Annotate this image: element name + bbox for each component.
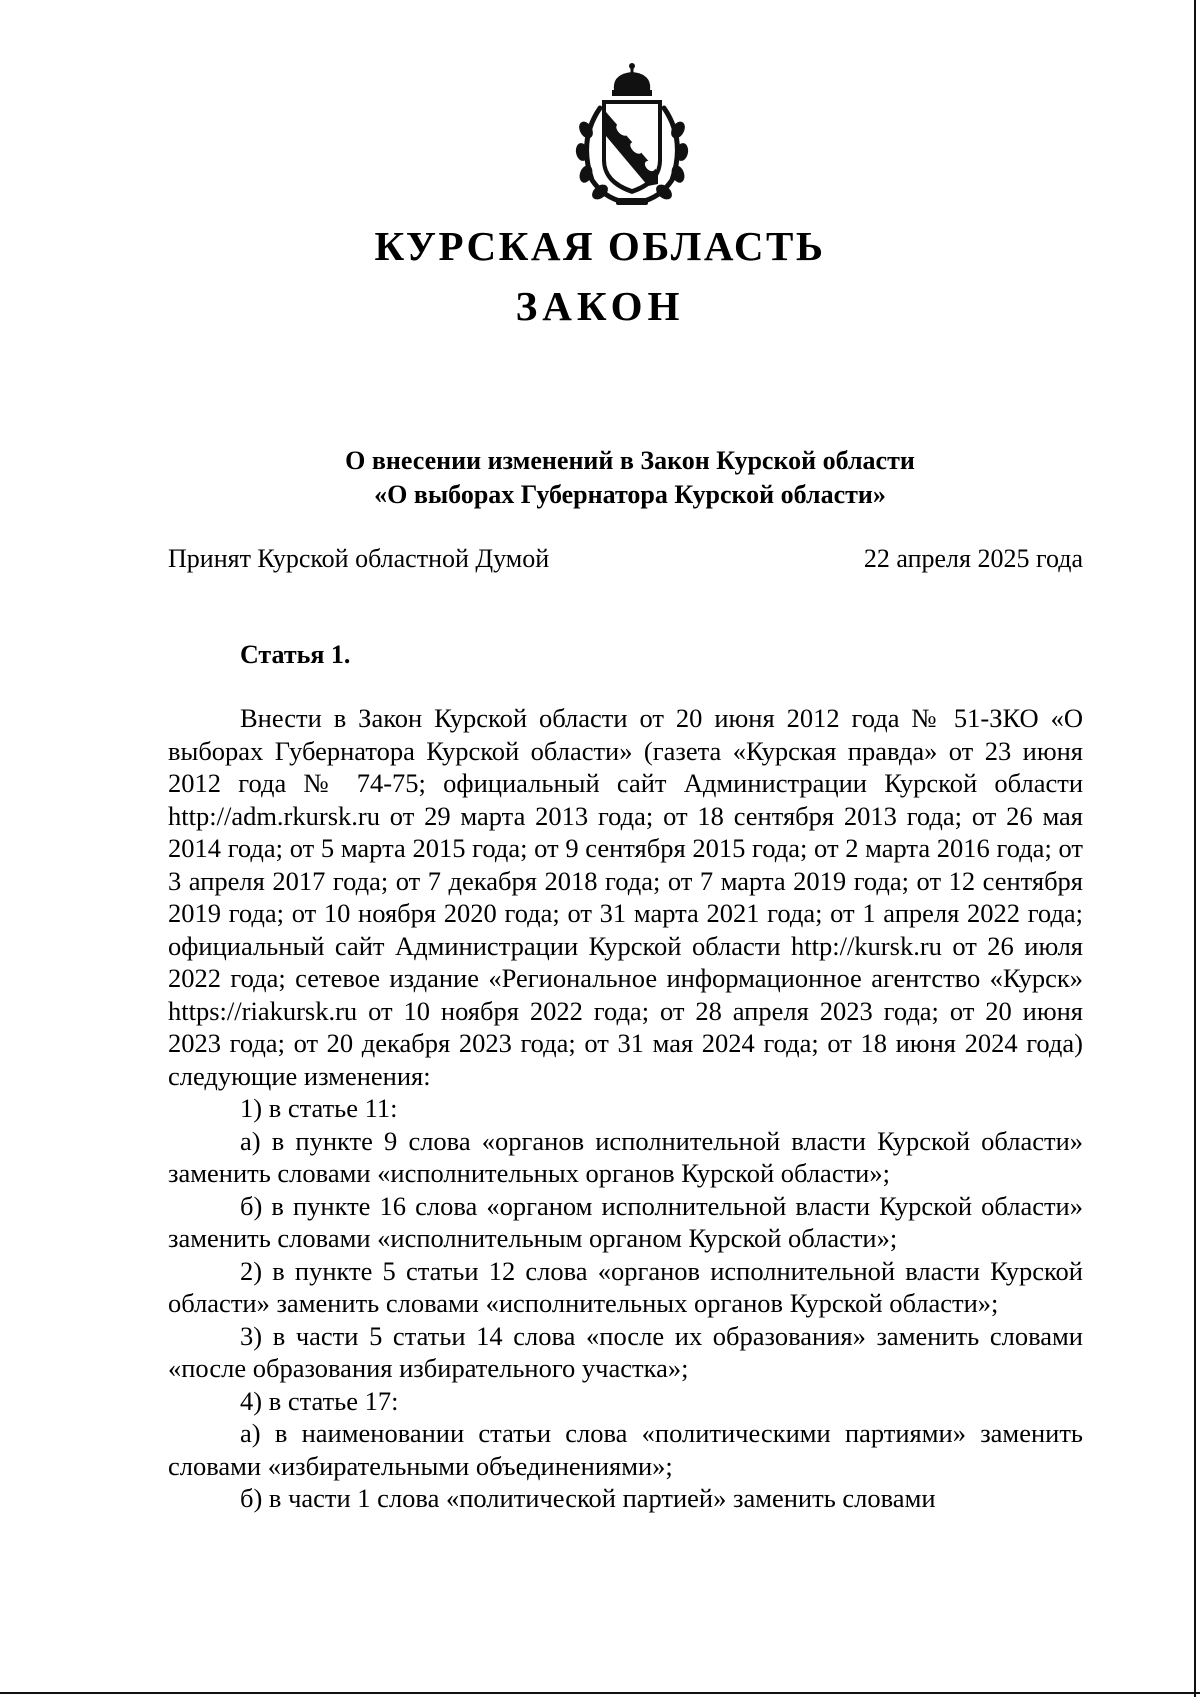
list-item: 3) в части 5 статьи 14 слова «после их образования» заменить словами «после образования избирательного участка»;: [168, 1320, 1083, 1383]
article-body: [168, 702, 1083, 1515]
coat-of-arms-icon: [562, 60, 702, 210]
list-item: 2) в пункте 5 статьи 12 слова «органов исполнительной власти Курской области» заменить словами «исполнительных органов Курской области»;: [168, 1255, 1083, 1318]
list-item: 4) в статье 17:: [240, 1385, 399, 1416]
paragraph: Внести в Закон Курской области от 20 июня 2012 года № 51-ЗКО «О выборах Губернатора Курской области» (газета «Курская правда» от 23 июня 2012 года № 74-75; официальный сайт Администрации Курской области http://adm.rkursk.ru от 29 марта 2013 года; от 18 сентября 2013 года; от 26 мая 2014 года; от 5 марта 2015 года; от 9 сентября 2015 года; от 2 марта 2016 года; от 3 апреля 2017 года; от 7 декабря 2018 года; от 7 марта 2019 года; от 12 сентября 2019 года; от 10 ноября 2020 года; от 31 марта 2021 года; от 1 апреля 2022 года; официальный сайт Администрации Курской области http://kursk.ru от 26 июля 2022 года; сетевое издание «Региональное информационное агентство «Курск» https://riakursk.ru от 10 ноября 2022 года; от 28 апреля 2023 года; от 20 июня 2023 года; от 20 декабря 2023 года; от 31 мая 2024 года; от 18 июня 2024 года) следующие изменения:: [168, 703, 1083, 1091]
region-title: КУРСКАЯ ОБЛАСТЬ: [374, 223, 826, 269]
list-item: 1) в статье 11:: [240, 1093, 398, 1123]
list-item: б) в пункте 16 слова «органом исполнительной власти Курской области» заменить словами «исполнительным органом Курской области»;: [168, 1190, 1083, 1253]
list-item: а) в наименовании статьи слова «политическими партиями» заменить словами «избирательными объединениями»;: [168, 1418, 1083, 1481]
law-title-line: «О выборах Губернатора Курской области»: [374, 480, 886, 509]
adopted-by: Принят Курской областной Думой: [168, 544, 550, 573]
law-title-line: О внесении изменений в Закон Курской области: [345, 446, 915, 475]
adoption-date: 22 апреля 2025 года: [863, 544, 1083, 573]
page-border-bottom: [0, 1692, 1200, 1694]
list-item: б) в части 1 слова «политической партией» заменить словами: [240, 1483, 936, 1513]
article-heading: Статья 1.: [240, 640, 351, 669]
law-title: [0, 444, 1200, 512]
adoption-line: [168, 542, 1083, 576]
document-type-title: ЗАКОН: [515, 283, 685, 329]
list-item: а) в пункте 9 слова «органов исполнительной власти Курской области» заменить словами «исполнительных органов Курской области»;: [168, 1125, 1083, 1188]
